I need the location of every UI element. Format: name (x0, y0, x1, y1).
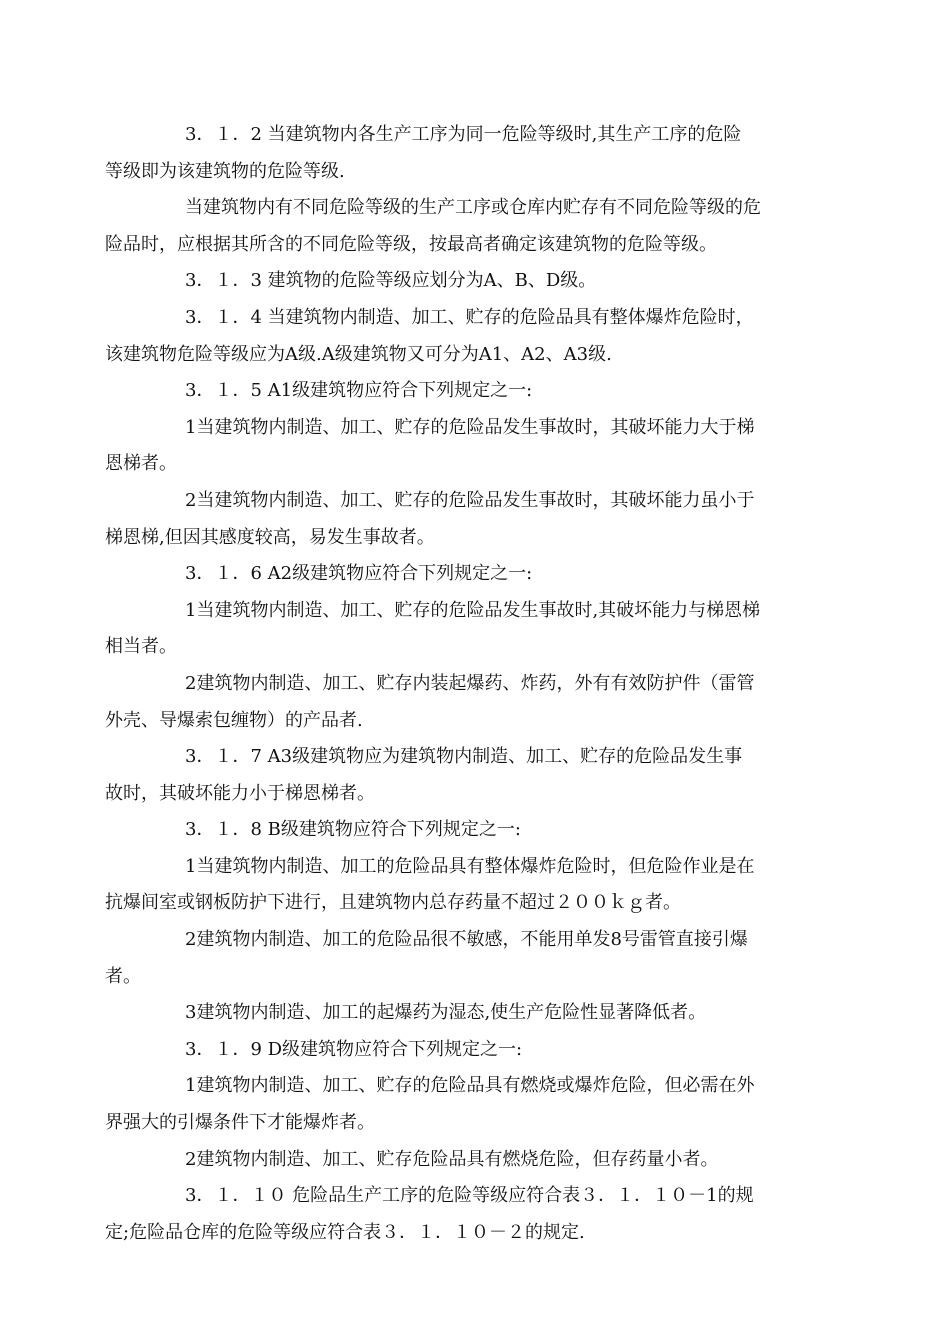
text-line: 2建筑物内制造、加工、贮存危险品具有燃烧危险，但存药量小者。 (185, 1148, 719, 1170)
text-line: 外壳、导爆索包缠物）的产品者. (105, 709, 363, 731)
paragraph-3-1-4 (105, 300, 805, 373)
paragraph-3-1-10 (105, 1178, 805, 1251)
paragraph-3-1-5-item-1 (105, 410, 805, 483)
paragraph-3-1-6 (145, 556, 805, 593)
paragraph-3-1-5 (145, 373, 805, 410)
text-line: 界强大的引爆条件下才能爆炸者。 (105, 1112, 375, 1134)
text-line: 3．１．4 当建筑物内制造、加工、贮存的危险品具有整体爆炸危险时， (185, 306, 754, 328)
paragraph-3-1-5-item-2 (105, 483, 805, 556)
paragraph-3-1-7 (105, 739, 805, 812)
text-line: 1当建筑物内制造、加工、贮存的危险品发生事故时,其破坏能力与梯恩梯 (185, 599, 761, 621)
text-line: 等级即为该建筑物的危险等级. (105, 160, 345, 182)
paragraph-3-1-2-b (105, 190, 805, 263)
text-line: 1当建筑物内制造、加工、贮存的危险品发生事故时，其破坏能力大于梯 (185, 416, 755, 438)
paragraph-3-1-8-item-1 (105, 849, 805, 922)
paragraph-3-1-2 (105, 117, 805, 190)
text-line: 1当建筑物内制造、加工的危险品具有整体爆炸危险时，但危险作业是在 (185, 855, 755, 877)
text-line: 3．１．１０ 危险品生产工序的危险等级应符合表３．１．１０－1的规 (185, 1185, 754, 1207)
text-line: 当建筑物内有不同危险等级的生产工序或仓库内贮存有不同危险等级的危 (185, 197, 761, 219)
text-line: 2建筑物内制造、加工、贮存内装起爆药、炸药，外有有效防护件（雷管 (185, 672, 755, 694)
text-line: 3．１．5 A1级建筑物应符合下列规定之一: (185, 380, 533, 402)
text-line: 3．１．9 D级建筑物应符合下列规定之一: (185, 1038, 523, 1060)
text-line: 3．１．8 B级建筑物应符合下列规定之一: (185, 819, 521, 841)
text-line: 2建筑物内制造、加工的危险品很不敏感，不能用单发8号雷管直接引爆 (185, 929, 748, 951)
paragraph-3-1-8 (145, 812, 805, 849)
text-line: 3．１．2 当建筑物内各生产工序为同一危险等级时,其生产工序的危险 (185, 124, 742, 145)
paragraph-3-1-3 (145, 263, 805, 300)
paragraph-3-1-9-item-1 (105, 1068, 805, 1141)
paragraph-3-1-8-item-2 (105, 922, 805, 995)
text-line: 3．１．6 A2级建筑物应符合下列规定之一: (185, 563, 533, 585)
text-line: 梯恩梯,但因其感度较高，易发生事故者。 (105, 526, 435, 548)
document-body (105, 117, 805, 1251)
text-line: 险品时，应根据其所含的不同危险等级，按最高者确定该建筑物的危险等级。 (105, 233, 717, 255)
text-line: 抗爆间室或钢板防护下进行，且建筑物内总存药量不超过２００ｋｇ者。 (105, 892, 681, 914)
text-line: 3．１．7 A3级建筑物应为建筑物内制造、加工、贮存的危险品发生事 (185, 746, 743, 768)
text-line: 3．１．3 建筑物的危险等级应划分为A、B、D级。 (185, 270, 597, 292)
text-line: 1建筑物内制造、加工、贮存的危险品具有燃烧或爆炸危险，但必需在外 (185, 1075, 755, 1097)
paragraph-3-1-9-item-2 (145, 1142, 805, 1179)
text-line: 定;危险品仓库的危险等级应符合表３．１．１０－２的规定. (105, 1221, 585, 1243)
text-line: 恩梯者。 (105, 453, 177, 475)
paragraph-3-1-8-item-3 (145, 995, 805, 1032)
paragraph-3-1-6-item-2 (105, 666, 805, 739)
text-line: 故时，其破坏能力小于梯恩梯者。 (105, 782, 375, 804)
text-line: 该建筑物危险等级应为A级.A级建筑物又可分为A1、A2、A3级. (105, 343, 612, 365)
text-line: 2当建筑物内制造、加工、贮存的危险品发生事故时，其破坏能力虽小于 (185, 489, 755, 511)
text-line: 相当者。 (105, 636, 177, 658)
paragraph-3-1-6-item-1 (105, 593, 805, 666)
text-line: 3建筑物内制造、加工的起爆药为湿态,使生产危险性显著降低者。 (185, 1002, 707, 1024)
paragraph-3-1-9 (145, 1032, 805, 1069)
text-line: 者。 (105, 965, 141, 987)
